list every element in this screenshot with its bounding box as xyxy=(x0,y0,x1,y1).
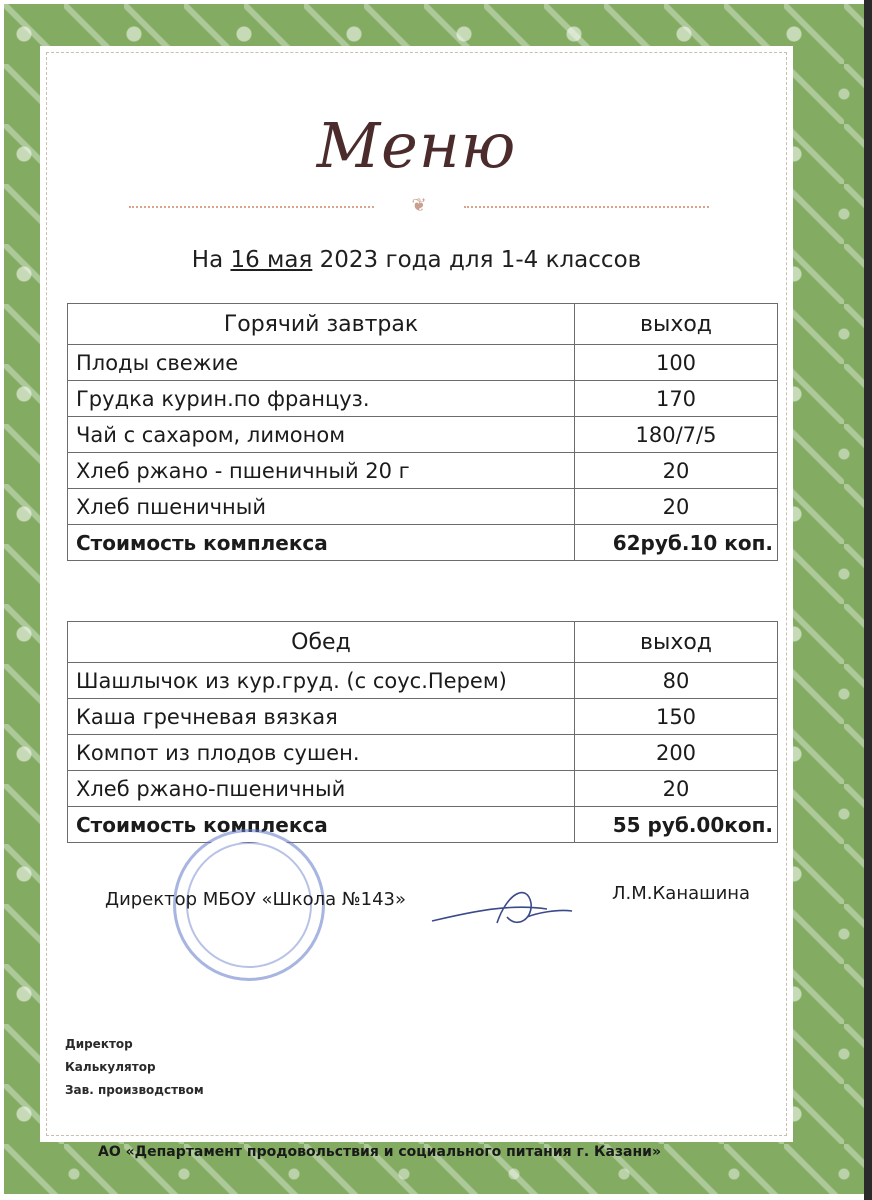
page-title: Меню xyxy=(316,109,517,182)
dish-name: Хлеб ржано - пшеничный 20 г xyxy=(68,453,575,489)
table-row xyxy=(68,453,778,489)
divider-line-left xyxy=(129,206,374,208)
dish-yield: 150 xyxy=(575,699,778,735)
total-label: Стоимость комплекса xyxy=(68,807,575,843)
scan-edge xyxy=(864,0,872,1200)
dish-name: Хлеб ржано-пшеничный xyxy=(68,771,575,807)
table-row xyxy=(68,663,778,699)
dish-name: Компот из плодов сушен. xyxy=(68,735,575,771)
total-row xyxy=(68,525,778,561)
table-row xyxy=(68,345,778,381)
breakfast-table xyxy=(67,303,778,561)
director-name: Л.М.Канашина xyxy=(612,883,751,904)
dish-yield: 100 xyxy=(575,345,778,381)
dish-yield: 20 xyxy=(575,453,778,489)
yield-header: выход xyxy=(575,622,778,663)
table-row xyxy=(68,699,778,735)
table-row xyxy=(68,735,778,771)
footer-organization: АО «Департамент продовольствия и социального питания г. Казани» xyxy=(98,1144,662,1160)
ornament-divider xyxy=(129,195,709,216)
dish-name: Плоды свежие xyxy=(68,345,575,381)
yield-header: выход xyxy=(575,304,778,345)
menu-date-subtitle xyxy=(47,247,786,273)
breakfast-heading: Горячий завтрак xyxy=(68,304,575,345)
menu-card xyxy=(46,52,787,1136)
dish-yield: 80 xyxy=(575,663,778,699)
dish-yield: 20 xyxy=(575,771,778,807)
lunch-heading: Обед xyxy=(68,622,575,663)
total-label: Стоимость комплекса xyxy=(68,525,575,561)
dish-yield: 170 xyxy=(575,381,778,417)
lunch-table xyxy=(67,621,778,843)
table-header-row xyxy=(68,304,778,345)
role-director: Директор xyxy=(65,1037,133,1051)
dish-name: Хлеб пшеничный xyxy=(68,489,575,525)
dish-name: Грудка курин.по француз. xyxy=(68,381,575,417)
total-price: 62руб.10 коп. xyxy=(575,525,778,561)
table-row xyxy=(68,381,778,417)
dish-name: Чай с сахаром, лимоном xyxy=(68,417,575,453)
role-calculator: Калькулятор xyxy=(65,1060,156,1074)
subtitle-prefix: На xyxy=(191,247,231,273)
dish-yield: 200 xyxy=(575,735,778,771)
divider-line-right xyxy=(464,206,709,208)
subtitle-date: 16 мая xyxy=(230,247,313,273)
dish-yield: 180/7/5 xyxy=(575,417,778,453)
total-row xyxy=(68,807,778,843)
handwritten-signature xyxy=(427,873,577,943)
table-row xyxy=(68,417,778,453)
signature-label: Директор МБОУ «Школа №143» xyxy=(105,889,407,910)
subtitle-suffix: 2023 года для 1-4 классов xyxy=(312,247,642,273)
dish-name: Каша гречневая вязкая xyxy=(68,699,575,735)
flourish-icon: ❦ xyxy=(411,195,427,216)
total-price: 55 руб.00коп. xyxy=(575,807,778,843)
role-production-manager: Зав. производством xyxy=(65,1083,204,1097)
table-row xyxy=(68,489,778,525)
table-header-row xyxy=(68,622,778,663)
dish-yield: 20 xyxy=(575,489,778,525)
dish-name: Шашлычок из кур.груд. (с соус.Перем) xyxy=(68,663,575,699)
staff-roles xyxy=(65,1033,204,1102)
table-row xyxy=(68,771,778,807)
